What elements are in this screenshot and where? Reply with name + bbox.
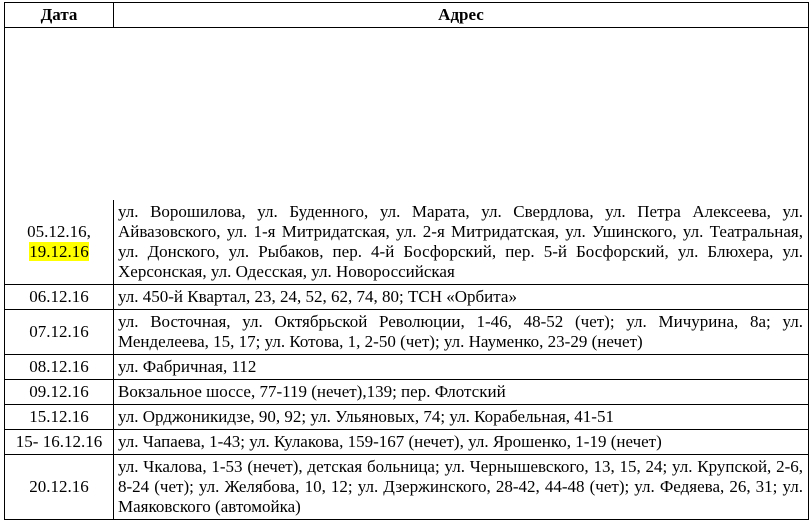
date-cell	[5, 455, 114, 520]
table-header-row	[5, 3, 809, 28]
address-cell: ул. Восточная, ул. Октябрьской Революции, 1-46, 48-52 (чет); ул. Мичурина, 8а; ул. Менделеева, 15, 17; ул. Котова, 1, 2-50 (чет); ул. Науменко, 23-29 (нечет)	[114, 310, 809, 355]
table-row	[5, 455, 809, 520]
table-row	[5, 430, 809, 455]
date-cell	[5, 200, 114, 285]
table-row	[5, 200, 809, 285]
date-line: 15- 16.12.16	[15, 432, 103, 451]
date-cell	[5, 285, 114, 310]
table-row	[5, 405, 809, 430]
address-column-header: Адрес	[114, 3, 809, 28]
date-line: 08.12.16	[29, 357, 89, 376]
document-page	[0, 2, 811, 523]
table-row	[5, 380, 809, 405]
address-cell: ул. Чкалова, 1-53 (нечет), детская больница; ул. Чернышевского, 13, 15, 24; ул. Крупской, 2-6, 8-24 (чет); ул. Желябова, 10, 12; ул. Дзержинского, 28-42, 44-48 (чет); ул. Федяева, 26, 31; ул. Маяковского (автомойка)	[114, 455, 809, 520]
address-cell: Вокзальное шоссе, 77-119 (нечет),139; пер. Флотский	[114, 380, 809, 405]
table-row	[5, 355, 809, 380]
date-line: 05.12.16,	[27, 222, 91, 241]
empty-spacer-cell	[5, 28, 809, 201]
table-row	[5, 310, 809, 355]
date-cell	[5, 380, 114, 405]
date-cell	[5, 405, 114, 430]
date-line: 09.12.16	[29, 382, 89, 401]
date-cell	[5, 430, 114, 455]
highlighted-date: 19.12.16	[29, 242, 89, 261]
address-cell: ул. Чапаева, 1-43; ул. Кулакова, 159-167 (нечет), ул. Ярошенко, 1-19 (нечет)	[114, 430, 809, 455]
date-line: 07.12.16	[29, 322, 89, 341]
date-cell	[5, 355, 114, 380]
table-row	[5, 285, 809, 310]
address-cell: ул. 450-й Квартал, 23, 24, 52, 62, 74, 80; ТСН «Орбита»	[114, 285, 809, 310]
date-line: 15.12.16	[29, 407, 89, 426]
outage-schedule-table	[4, 2, 809, 520]
address-cell: ул. Фабричная, 112	[114, 355, 809, 380]
empty-spacer-row	[5, 28, 809, 201]
date-line	[7, 242, 111, 262]
date-column-header: Дата	[5, 3, 114, 28]
date-cell	[5, 310, 114, 355]
date-line: 06.12.16	[29, 287, 89, 306]
date-line: 20.12.16	[29, 477, 89, 496]
address-cell: ул. Ворошилова, ул. Буденного, ул. Марата, ул. Свердлова, ул. Петра Алексеева, ул. Айвазовского, ул. 1-я Митридатская, ул. 2-я Митридатская, ул. Ушинского, ул. Театральная, ул. Донского, ул. Рыбаков, пер. 4-й Босфорский, пер. 5-й Босфорский, ул. Блюхера, ул. Херсонская, ул. Одесская, ул. Новороссийская	[114, 200, 809, 285]
address-cell: ул. Орджоникидзе, 90, 92; ул. Ульяновых, 74; ул. Корабельная, 41-51	[114, 405, 809, 430]
